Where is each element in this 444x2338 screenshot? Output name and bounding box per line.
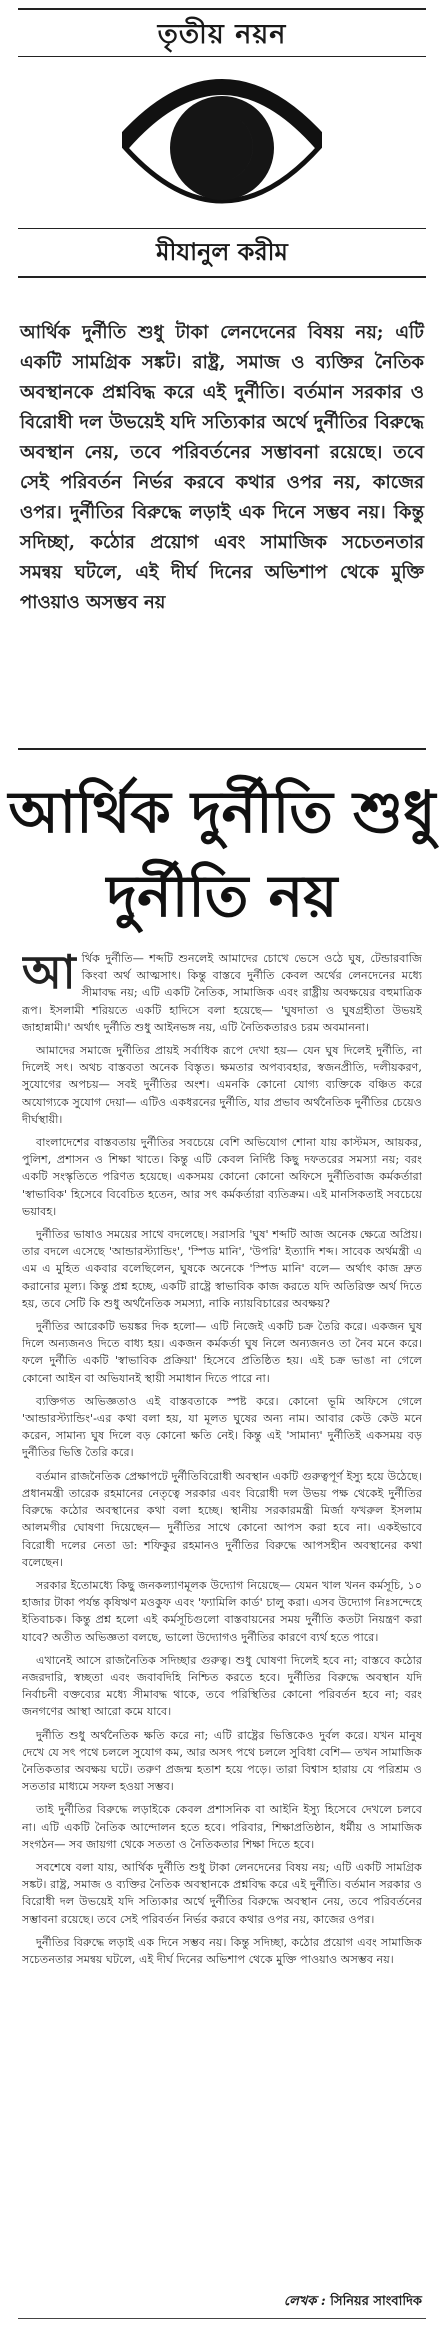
paragraph-5: দুর্নীতির আরেকটি ভয়ঙ্কর দিক হলো— এটি নিজেই একটি চক্র তৈরি করে। একজন ঘুষ দিলে অন্যজনও দিতে বাধ্য হয়। একজন কর্মকর্তা ঘুষ নিলে অন্যজনও তা নৈব মনে করে। ফলে দুর্নীতি একটি 'স্বাভাবিক প্রক্রিয়া' হিসেবে প্রতিষ্ঠিত হয়। এই চক্র ভাঙা না গেলে কোনো আইন বা অভিযানই স্থায়ী সমাধান দিতে পারে না।	[22, 1320, 422, 1385]
paragraph-11: তাই দুর্নীতির বিরুদ্ধে লড়াইকে কেবল প্রশাসনিক বা আইনি ইস্যু হিসেবে দেখলে চলবে না। এটি একটি নৈতিক আন্দোলন হতে হবে। পরিবার, শিক্ষাপ্রতিষ্ঠান, ধর্মীয় ও সামাজিক সংগঠন— সব জায়গা থেকে সততা ও নৈতিকতার শিক্ষা দিতে হবে।	[22, 1803, 422, 1851]
paragraph-6: ব্যক্তিগত অভিজ্ঞতাও এই বাস্তবতাকে স্পষ্ট করে। কোনো ভূমি অফিসে গেলে 'আন্ডারস্ট্যান্ডিং'-এর কথা বলা হয়, যা মূলত ঘুষের অন্য নাম। আবার কেউ কেউ মনে করেন, সামান্য ঘুষ দিলে বড় কোনো ক্ষতি নেই। কিন্তু এই 'সামান্য' দুর্নীতিই একসময় বড় দুর্নীতির ভিত্তি তৈরি করে।	[22, 1394, 422, 1460]
column-name-underline	[18, 56, 426, 57]
headline	[0, 770, 444, 938]
column-name: তৃতীয় নয়ন	[157, 19, 287, 50]
article-body	[22, 950, 422, 2270]
drop-cap: আ	[22, 950, 76, 999]
paragraph-12: সবশেষে বলা যায়, আর্থিক দুর্নীতি শুধু টাকা লেনদেনের বিষয় নয়; এটি একটি সামগ্রিক সঙ্কট। রাষ্ট্র, সমাজ ও ব্যক্তির নৈতিক অবস্থানকে প্রশ্নবিদ্ধ করে এই দুর্নীতি। বর্তমান সরকার ও বিরোধী দল উভয়েই যদি সত্যিকার অর্থে দুর্নীতির বিরুদ্ধে অবস্থান নেয়, তবে পরিবর্তনের সম্ভাবনা রয়েছে। তবে সেই পরিবর্তন নির্ভর করবে কথার ওপর নয়, কাজের ওপর।	[22, 1860, 422, 1926]
top-rule	[18, 8, 426, 10]
paragraph-13: দুর্নীতির বিরুদ্ধে লড়াই এক দিনে সম্ভব নয়। কিন্তু সদিচ্ছা, কঠোর প্রয়োগ এবং সামাজিক সচেতনতার সমন্বয় ঘটলে, এই দীর্ঘ দিনের অভিশাপ থেকে মুক্তি পাওয়াও অসম্ভব নয়।	[22, 1935, 422, 1966]
paragraph-7: বর্তমান রাজনৈতিক প্রেক্ষাপটে দুর্নীতিবিরোধী অবস্থান একটি গুরুত্বপূর্ণ ইস্যু হয়ে উঠেছে। প্রধানমন্ত্রী তারেক রহমানের নেতৃত্বে সরকার এবং বিরোধী দল উভয় পক্ষ থেকেই দুর্নীতির বিরুদ্ধে কঠোর অবস্থানের কথা বলা হচ্ছে। স্থানীয় সরকারমন্ত্রী মির্জা ফখরুল ইসলাম আলমগীর ঘোষণা দিয়েছেন— দুর্নীতির সাথে কোনো আপস করা হবে না। একইভাবে বিরোধী দলের নেতা ডা: শফিকুর রহমানও দুর্নীতির বিরুদ্ধে আপসহীন অবস্থানের কথা বলেছেন।	[22, 1469, 422, 1569]
bottom-rule	[18, 2318, 426, 2319]
author-top-rule	[18, 228, 426, 229]
paragraph-10: দুর্নীতি শুধু অর্থনৈতিক ক্ষতি করে না; এটি রাষ্ট্রের ভিত্তিকেও দুর্বল করে। যখন মানুষ দেখে যে সৎ পথে চললে সুযোগ কম, আর অসৎ পথে চললে সুবিধা বেশি— তখন সামাজিক নৈতিকতার অবক্ষয় ঘটে। তরুণ প্রজন্ম হতাশ হয়ে পড়ে। তারা বিশ্বাস হারায় যে পরিশ্রম ও সততার মাধ্যমে সফল হওয়া সম্ভব।	[22, 1728, 422, 1794]
paragraph-9: এখানেই আসে রাজনৈতিক সদিচ্ছার গুরুত্ব। শুধু ঘোষণা দিলেই হবে না; বাস্তবে কঠোর নজরদারি, স্বচ্ছতা এবং জবাবদিহি নিশ্চিত করতে হবে। দুর্নীতির বিরুদ্ধে অবস্থান যদি নির্বাচনী বক্তব্যের মধ্যে সীমাবদ্ধ থাকে, তবে পরিস্থিতির কোনো পরিবর্তন হবে না; বরং জনগণের আস্থা আরো কমে যাবে।	[22, 1653, 422, 1719]
author-bottom-rule	[18, 276, 426, 278]
paragraph-8: সরকার ইতোমধ্যে কিছু জনকল্যাণমূলক উদ্যোগ নিয়েছে— যেমন খাল খনন কর্মসূচি, ১০ হাজার টাকা পর্যন্ত কৃষিঋণ মওকুফ এবং 'ফ্যামিলি কার্ড' চালু করা। এসব উদ্যোগ নিঃসন্দেহে ইতিবাচক। কিন্তু প্রশ্ন হলো এই কর্মসূচিগুলো বাস্তবায়নের সময় দুর্নীতি কতটা নিয়ন্ত্রণ করা যাবে? অতীত অভিজ্ঞতা বলছে, ভালো উদ্যোগও দুর্নীতির কারণে ব্যর্থ হতে পারে।	[22, 1578, 422, 1644]
headline-line-2: দুর্নীতি নয়	[106, 862, 338, 930]
author-name: মীযানুল করীম	[156, 237, 288, 266]
byline	[284, 2292, 422, 2313]
headline-rule	[18, 748, 426, 750]
eye-icon	[122, 60, 322, 228]
headline-line-1: আর্থিক দুর্নীতি শুধু	[8, 778, 436, 846]
paragraph-2: আমাদের সমাজে দুর্নীতির প্রায়ই সর্বাধিক রূপে দেখা হয়— যেন ঘুষ দিলেই দুর্নীতি, না দিলেই সৎ। অথচ বাস্তবতা অনেক বিস্তৃত। ক্ষমতার অপব্যবহার, স্বজনপ্রীতি, দলীয়করণ, সুযোগের অপচয়— সবই দুর্নীতির অংশ। এমনকি কোনো যোগ্য ব্যক্তিকে বঞ্চিত করে অযোগ্যকে সুযোগ দেয়া— এটিও একধরনের দুর্নীতি, যার প্রভাব অর্থনৈতিক দুর্নীতির চেয়েও দীর্ঘস্থায়ী।	[22, 1044, 422, 1126]
paragraph-4: দুর্নীতির ভাষাও সময়ের সাথে বদলেছে। সরাসরি 'ঘুষ' শব্দটি আজ অনেক ক্ষেত্রে অপ্রিয়। তার বদলে এসেছে 'আন্ডারস্ট্যান্ডিং', 'স্পিড মানি', 'উপরি' ইত্যাদি শব্দ। সাবেক অর্থমন্ত্রী এ এম এ মুহিত একবার বলেছিলেন, ঘুষকে অনেকে 'স্পিড মানি' বলে— অর্থাৎ কাজ দ্রুত করানোর মূল্য। কিন্তু প্রশ্ন হচ্ছে, একটি রাষ্ট্রে স্বাভাবিক কাজ করতে যদি অতিরিক্ত অর্থ দিতে হয়, তবে সেটি কি শুধু অর্থনৈতিক সমস্যা, নাকি ন্যায়বিচারের অবক্ষয়?	[22, 1228, 422, 1310]
column-header	[0, 0, 444, 300]
byline-value: সিনিয়র সাংবাদিক	[330, 2294, 422, 2309]
paragraph-3: বাংলাদেশের বাস্তবতায় দুর্নীতির সবচেয়ে বেশি অভিযোগ শোনা যায় কাস্টমস, আয়কর, পুলিশ, প্রশাসন ও শিক্ষা খাতে। কিন্তু এটি কেবল নির্দিষ্ট কিছু দফতরের সমস্যা নয়; বরং একটি সংস্কৃতিতে পরিণত হয়েছে। একসময় কোনো কোনো অফিসে দুর্নীতিবাজ কর্মকর্তারা 'স্বাভাবিক' হিসেবে বিবেচিত হতেন, আর সৎ কর্মকর্তারা ব্যতিক্রম। এই মানসিকতাই সবচেয়ে ভয়াবহ।	[22, 1136, 422, 1218]
byline-label: লেখক :	[283, 2294, 326, 2309]
paragraph-1-text: র্থিক দুর্নীতি— শব্দটি শুনলেই আমাদের চোখে ভেসে ওঠে ঘুষ, টেন্ডারবাজি কিংবা অর্থ আত্মসাৎ। কিন্তু বাস্তবে দুর্নীতি কেবল অর্থের লেনদেনের মধ্যে সীমাবদ্ধ নয়; এটি একটি নৈতিক, সামাজিক এবং রাষ্ট্রীয় অবক্ষয়ের বহুমাত্রিক রূপ। ইসলামী শরিয়তে একটি হাদিসে বলা হয়েছে— 'ঘুষদাতা ও ঘুষগ্রহীতা উভয়ই জাহান্নামী।' অর্থাৎ দুর্নীতি শুধু আইনভঙ্গ নয়, এটি নৈতিকতারও চরম অবমাননা।	[22, 952, 422, 1034]
paragraph-1	[22, 950, 422, 1036]
pull-quote: আর্থিক দুর্নীতি শুধু টাকা লেনদেনের বিষয় নয়; এটি একটি সামগ্রিক সঙ্কট। রাষ্ট্র, সমাজ ও ব্যক্তির নৈতিক অবস্থানকে প্রশ্নবিদ্ধ করে এই দুর্নীতি। বর্তমান সরকার ও বিরোধী দল উভয়েই যদি সত্যিকার অর্থে দুর্নীতির বিরুদ্ধে অবস্থান নেয়, তবে পরিবর্তনের সম্ভাবনা রয়েছে। তবে সেই পরিবর্তন নির্ভর করবে কথার ওপর নয়, কাজের ওপর। দুর্নীতির বিরুদ্ধে লড়াই এক দিনে সম্ভব নয়। কিন্তু সদিচ্ছা, কঠোর প্রয়োগ এবং সামাজিক সচেতনতার সমন্বয় ঘটলে, এই দীর্ঘ দিনের অভিশাপ থেকে মুক্তি পাওয়াও অসম্ভব নয়	[20, 322, 424, 613]
